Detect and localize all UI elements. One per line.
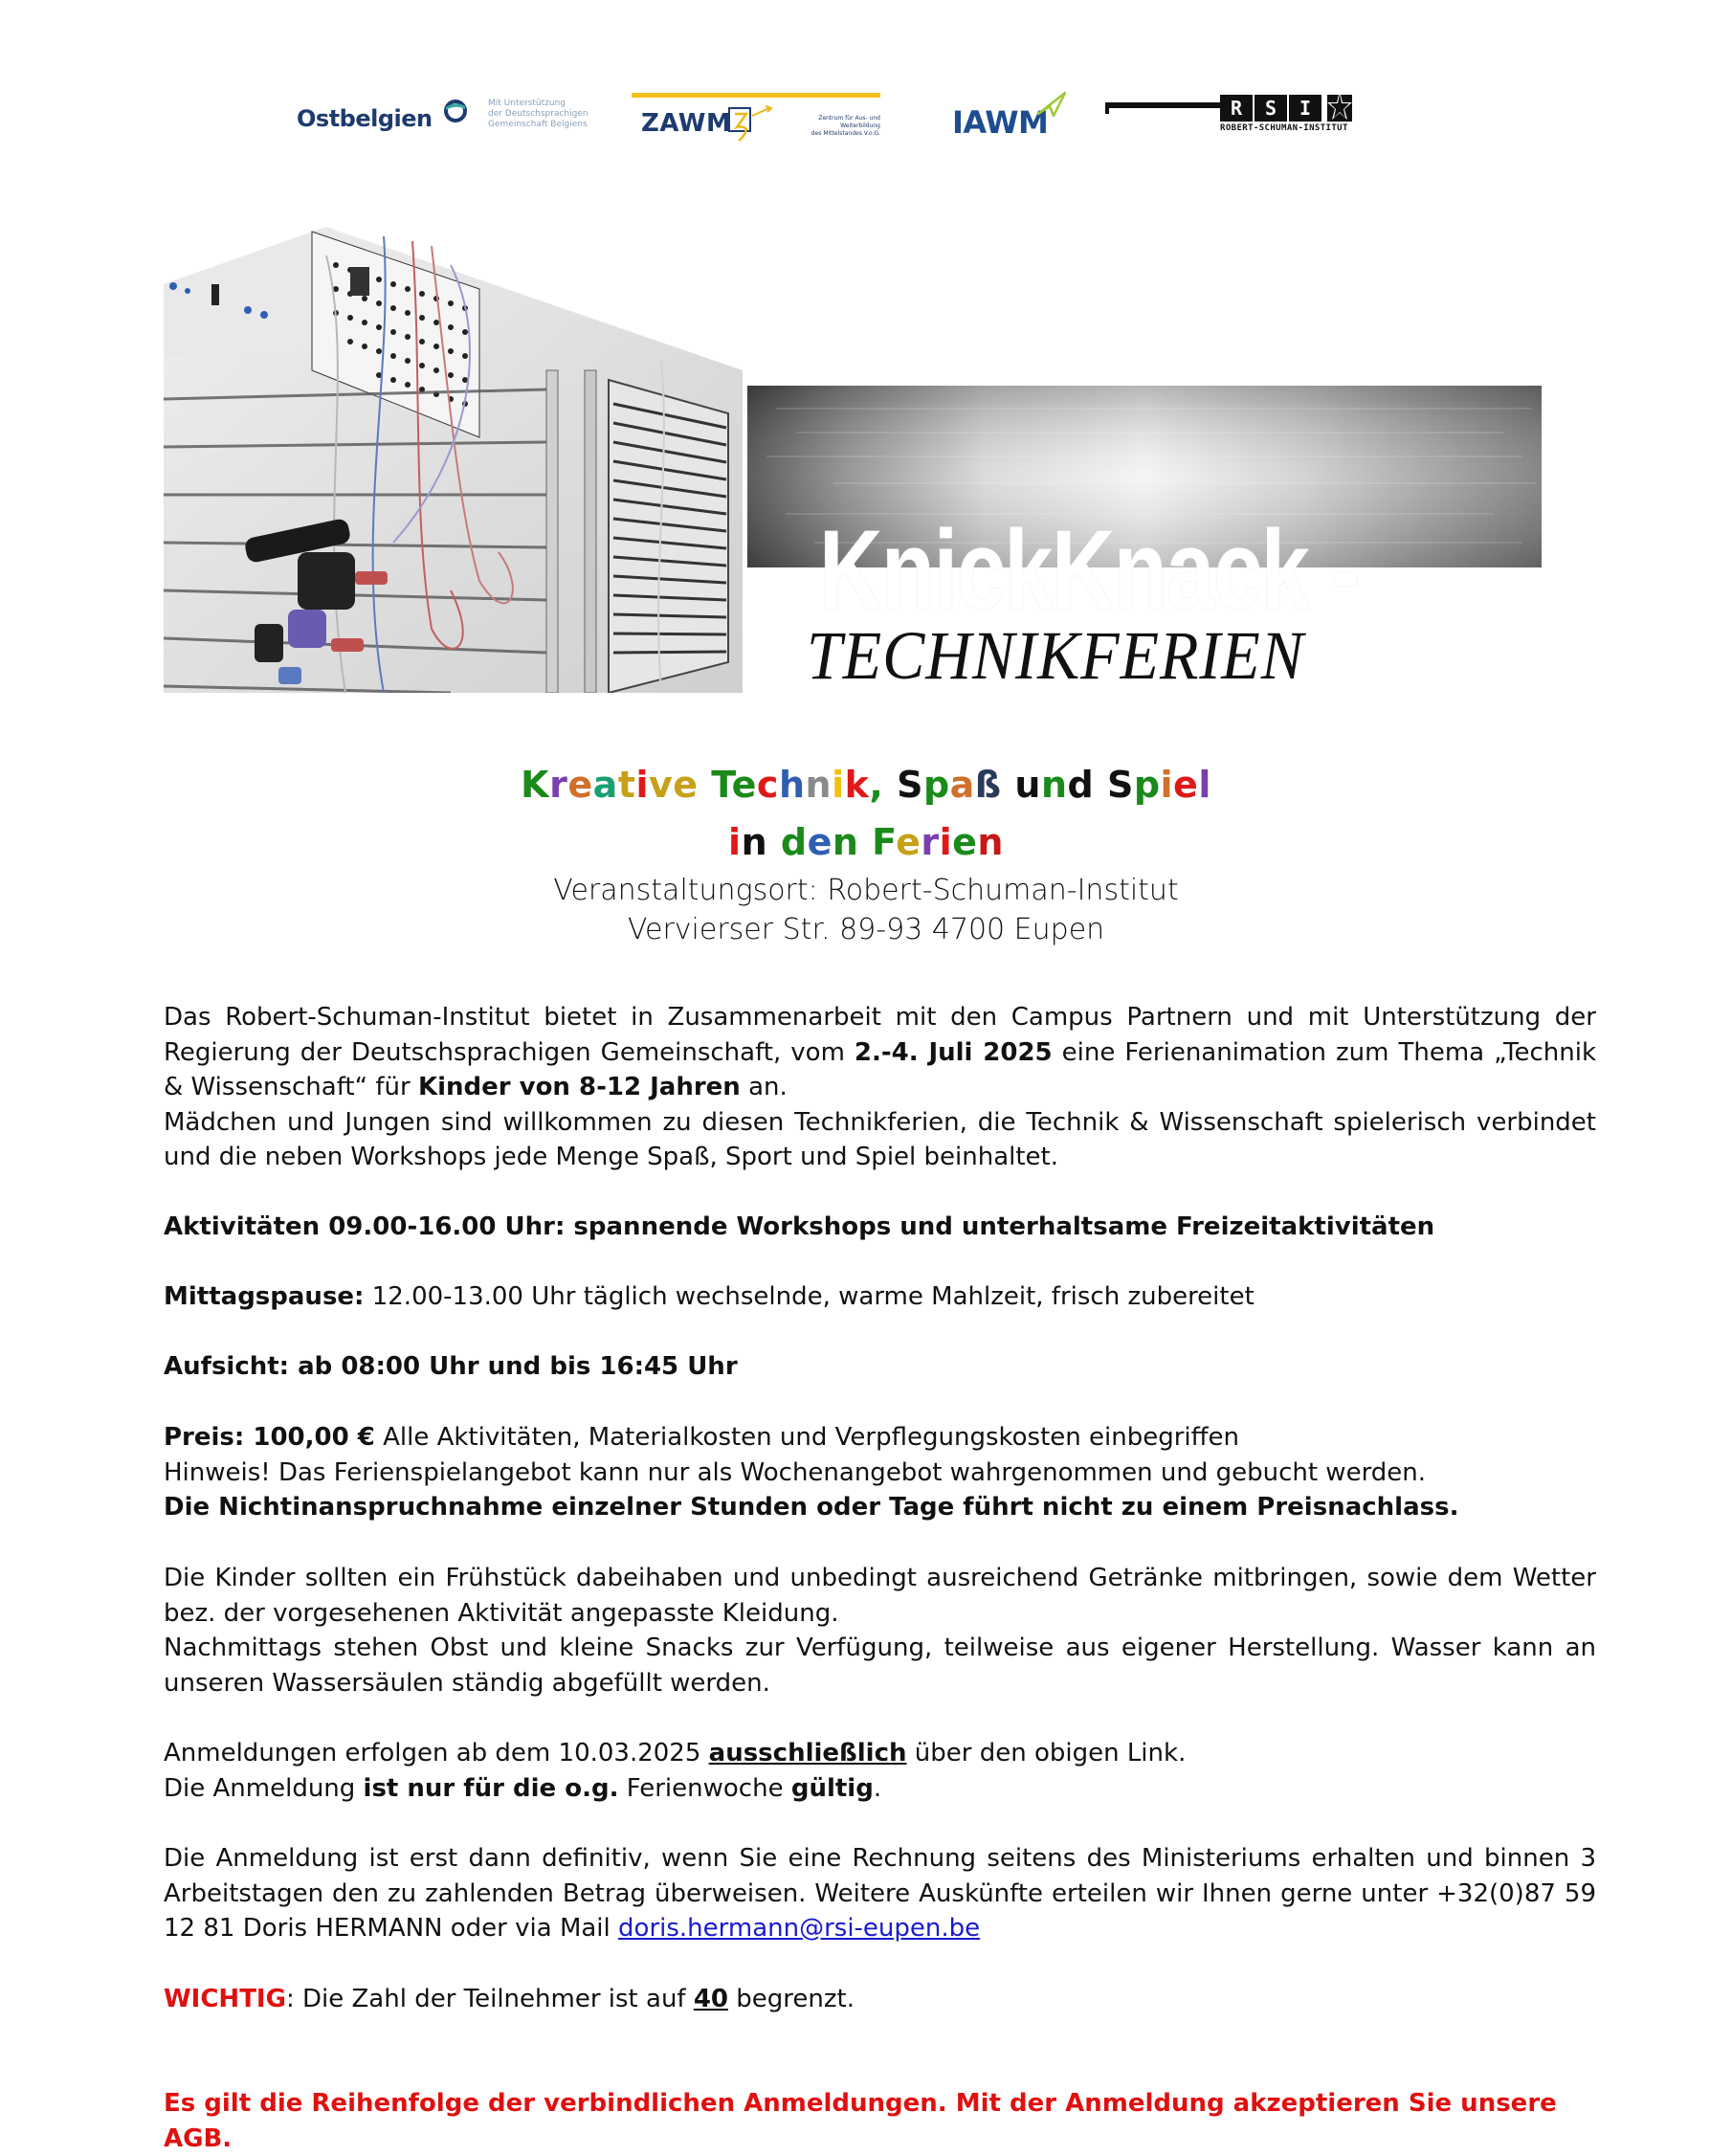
headline-block — [0, 756, 1732, 949]
important-section — [164, 1982, 1596, 2017]
paper-plane-icon — [1036, 91, 1067, 118]
headline-letter: n — [1040, 764, 1068, 806]
headline-letter — [883, 764, 897, 806]
ostbelgien-logo — [297, 91, 593, 148]
headline-letter: e — [567, 764, 593, 806]
bring-paragraph-2: Nachmittags stehen Obst und kleine Snacks zur Verfügung, teilweise aus eigener Herstellung. Wasser kann an unseren Wassersäulen ständig abgefüllt werden. — [164, 1634, 1596, 1698]
participant-limit-line: WICHTIG: Die Zahl der Teilnehmer ist auf 40 begrenzt. — [164, 1985, 855, 2013]
registration-line-1: Anmeldungen erfolgen ab dem 10.03.2025 ausschließlich über den obigen Link. — [164, 1739, 1187, 1767]
banner-subtitle: TECHNIKFERIEN — [807, 617, 1304, 694]
headline-letter: K — [521, 764, 550, 806]
email-link[interactable]: doris.hermann@rsi-eupen.be — [618, 1914, 981, 1943]
target-age: Kinder von 8-12 Jahren — [417, 1073, 741, 1101]
footer-notice: Es gilt die Reihenfolge der verbindlichen Anmeldungen. Mit der Anmeldung akzeptieren Sie unsere AGB. — [164, 2089, 1557, 2153]
lunch-line: Mittagspause: 12.00-13.00 Uhr täglich wechselnde, warme Mahlzeit, frisch zubereitet — [164, 1282, 1255, 1311]
zawm-subtitle: Zentrum für Aus- und Weiterbildung des Mittelstandes V.o.G. — [810, 115, 880, 137]
bring-section — [164, 1561, 1596, 1700]
headline-letter: e — [731, 764, 757, 806]
intro-section — [164, 1000, 1596, 1175]
price-section — [164, 1420, 1596, 1525]
headline-letter: d — [1067, 764, 1095, 806]
headline-letter: a — [949, 764, 975, 806]
headline-letter: n — [977, 821, 1004, 863]
rsi-subtitle: ROBERT-SCHUMAN-INSTITUT — [1220, 123, 1348, 133]
headline-letter: S — [1106, 764, 1134, 806]
headline-letter: S — [897, 764, 923, 806]
lab-panel-photo — [164, 227, 743, 693]
schedule-section — [164, 1210, 1596, 1385]
activities-line: Aktivitäten 09.00-16.00 Uhr: spannende Workshops und unterhaltsame Freizeitaktivitäten — [164, 1212, 1435, 1241]
event-dates: 2.-4. Juli 2025 — [854, 1037, 1053, 1067]
headline-letter: e — [952, 821, 978, 863]
headline-letter: e — [673, 764, 699, 806]
headline-letter — [1094, 764, 1107, 806]
price-line: Preis: 100,00 € Alle Aktivitäten, Materialkosten und Verpflegungskosten einbegriffen — [164, 1423, 1240, 1452]
intro-paragraph: Das Robert-Schuman-Institut bietet in Zusammenarbeit mit den Campus Partnern und mit Unterstützung der Regierung der Deutschsprachigen Gemeinschaft, vom 2.-4. Juli 2025 eine Ferienanimation zum Thema „Technik & Wissenschaft“ für Kinder von 8-12 Jahren an. — [164, 1003, 1597, 1101]
headline-letter: r — [921, 821, 940, 863]
no-discount-note: Die Nichtinanspruchnahme einzelner Stunden oder Tage führt nicht zu einem Preisnachlass. — [164, 1493, 1459, 1522]
headline-letter — [858, 821, 872, 863]
headline-letter: e — [1173, 764, 1199, 806]
headline-letter: h — [778, 764, 806, 806]
registration-section — [164, 1736, 1596, 1806]
headline-letter: e — [896, 821, 922, 863]
headline-letter — [1002, 764, 1015, 806]
intro-paragraph-2: Mädchen und Jungen sind willkommen zu diesen Technikferien, die Technik & Wissenschaft spielerisch verbindet und die neben Workshops jede Menge Spaß, Sport und Spiel beinhaltet. — [164, 1107, 1596, 1171]
sponsor-logos — [287, 91, 1397, 148]
headline-letter: i — [1160, 764, 1174, 806]
zawm-logo — [632, 91, 919, 148]
ostbelgien-wordmark: Ostbelgien — [297, 105, 433, 132]
headline-letter: p — [1133, 764, 1161, 806]
headline-letter: t — [617, 764, 636, 806]
headline-letter: ß — [974, 764, 1002, 806]
headline-letter: , — [869, 764, 884, 806]
zawm-yellow-bar — [632, 93, 880, 98]
iawm-logo — [952, 91, 1067, 148]
headline-letter: n — [832, 821, 859, 863]
rsi-letter-boxes: R S I — [1220, 95, 1321, 122]
headline-letter: F — [872, 821, 897, 863]
headline-letter: c — [756, 764, 779, 806]
headline-letter: i — [635, 764, 649, 806]
headline-letter: v — [648, 764, 674, 806]
contact-paragraph: Die Anmeldung ist erst dann definitiv, wenn Sie eine Rechnung seitens des Ministeriums erhalten und binnen 3 Arbeitstagen den zu zahlenden Betrag überweisen. Weitere Auskünfte erteilen wir Ihnen gerne unter +32(0)87 59 12 81 Doris HERMANN oder via Mail doris.hermann@rsi-eupen.be — [164, 1844, 1596, 1943]
headline-line-2 — [0, 813, 1732, 871]
banner-title: KnickKnack - — [819, 507, 1360, 633]
headline-letter: r — [549, 764, 568, 806]
headline-letter: k — [844, 764, 870, 806]
rsi-rail — [1105, 102, 1220, 108]
ostbelgien-swoosh-icon — [442, 97, 469, 123]
headline-letter: n — [805, 764, 833, 806]
headline-letter — [699, 764, 712, 806]
supervision-line: Aufsicht: ab 08:00 Uhr und bis 16:45 Uhr — [164, 1352, 738, 1381]
headline-letter: i — [939, 821, 953, 863]
registration-line-2: Die Anmeldung ist nur für die o.g. Ferienwoche gültig. — [164, 1773, 882, 1803]
zawm-wordmark: ZAWM — [641, 109, 732, 138]
contact-section — [164, 1841, 1596, 1946]
knickknack-banner — [164, 227, 1542, 693]
headline-letter: p — [922, 764, 950, 806]
iawm-wordmark: IAWM — [952, 104, 1049, 141]
headline-letter: i — [728, 821, 742, 863]
participant-limit: 40 — [693, 1985, 729, 2013]
headline-letter: n — [741, 821, 768, 863]
headline-letter — [767, 821, 781, 863]
footer-notice-section — [164, 2086, 1596, 2156]
headline-letter: d — [780, 821, 808, 863]
headline-letter: a — [592, 764, 618, 806]
headline-letter: e — [807, 821, 833, 863]
venue-line: Veranstaltungsort: Robert-Schuman-Institut — [553, 874, 1179, 907]
headline-letter: T — [711, 764, 732, 806]
zawm-pen-mark-icon — [727, 104, 779, 143]
rsi-logo — [1105, 91, 1392, 148]
important-label: WICHTIG — [164, 1985, 286, 2013]
headline-line-1 — [0, 756, 1732, 813]
headline-letter: u — [1014, 764, 1041, 806]
bring-paragraph-1: Die Kinder sollten ein Frühstück dabeihaben und unbedingt ausreichend Getränke mitbringen, sowie dem Wetter bez. der vorgesehenen Aktivität angepasste Kleidung. — [164, 1564, 1596, 1628]
star-icon — [1327, 91, 1352, 122]
address-line: Vervierser Str. 89-93 4700 Eupen — [627, 913, 1105, 946]
price-note: Hinweis! Das Ferienspielangebot kann nur als Wochenangebot wahrgenommen und gebucht werden. — [164, 1457, 1427, 1487]
ostbelgien-subtitle: Mit Unterstützung der Deutschsprachigen Gemeinschaft Belgiens — [488, 99, 588, 129]
headline-letter: l — [1198, 764, 1211, 806]
price-label: Preis: 100,00 € — [164, 1423, 375, 1452]
headline-letter: i — [832, 764, 845, 806]
